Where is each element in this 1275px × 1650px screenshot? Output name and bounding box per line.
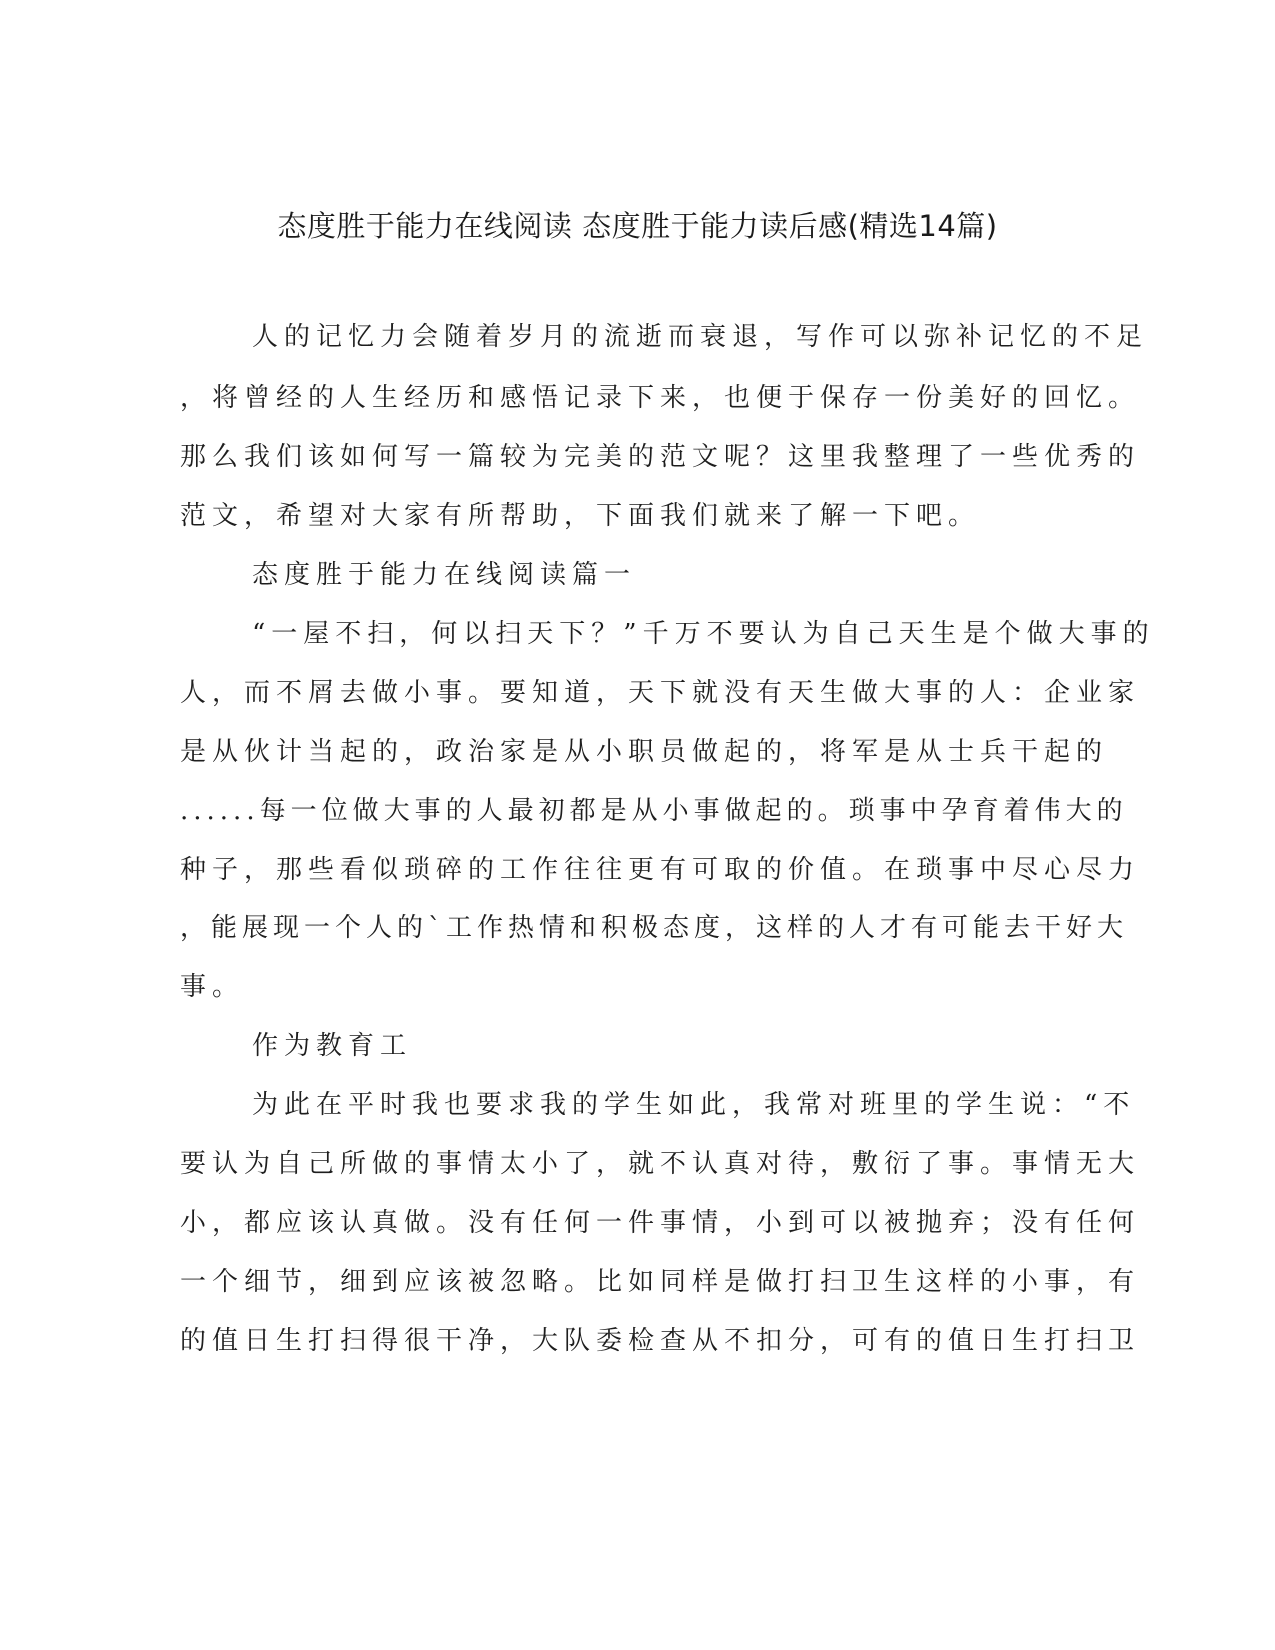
paragraph-line: ，能展现一个人的`工作热情和积极态度，这样的人才有可能去干好大	[180, 913, 1129, 943]
paragraph-line: ，将曾经的人生经历和感悟记录下来，也便于保存一份美好的回忆。	[180, 383, 1141, 413]
paragraph-line: 一个细节，细到应该被忽略。比如同样是做打扫卫生这样的小事，有	[180, 1267, 1141, 1297]
paragraph-line: 人，而不屑去做小事。要知道，天下就没有天生做大事的人：企业家	[180, 678, 1141, 708]
paragraph-line: “一屋不扫，何以扫天下？”千万不要认为自己天生是个做大事的	[252, 619, 1155, 649]
paragraph-line: 是从伙计当起的，政治家是从小职员做起的，将军是从士兵干起的	[180, 737, 1109, 767]
paragraph-line: 作为教育工	[252, 1031, 413, 1061]
paragraph-line: 事。	[180, 972, 245, 1002]
paragraph-line: 人的记忆力会随着岁月的流逝而衰退，写作可以弥补记忆的不足	[252, 322, 1149, 352]
paragraph-line: ......每一位做大事的人最初都是从小事做起的。琐事中孕育着伟大的	[180, 796, 1128, 826]
paragraph-line: 的值日生打扫得很干净，大队委检查从不扣分，可有的值日生打扫卫	[180, 1326, 1141, 1356]
paragraph-line: 种子，那些看似琐碎的工作往往更有可取的价值。在琐事中尽心尽力	[180, 855, 1141, 885]
paragraph-line: 要认为自己所做的事情太小了，就不认真对待，敷衍了事。事情无大	[180, 1149, 1141, 1179]
paragraph-line: 范文，希望对大家有所帮助，下面我们就来了解一下吧。	[180, 501, 981, 531]
paragraph-line: 那么我们该如何写一篇较为完美的范文呢？这里我整理了一些优秀的	[180, 442, 1141, 472]
paragraph-line: 小，都应该认真做。没有任何一件事情，小到可以被抛弃；没有任何	[180, 1208, 1141, 1238]
section-heading: 态度胜于能力在线阅读篇一	[252, 560, 637, 590]
document-title: 态度胜于能力在线阅读 态度胜于能力读后感(精选14篇)	[277, 209, 998, 243]
paragraph-line: 为此在平时我也要求我的学生如此，我常对班里的学生说：“不	[252, 1090, 1136, 1120]
